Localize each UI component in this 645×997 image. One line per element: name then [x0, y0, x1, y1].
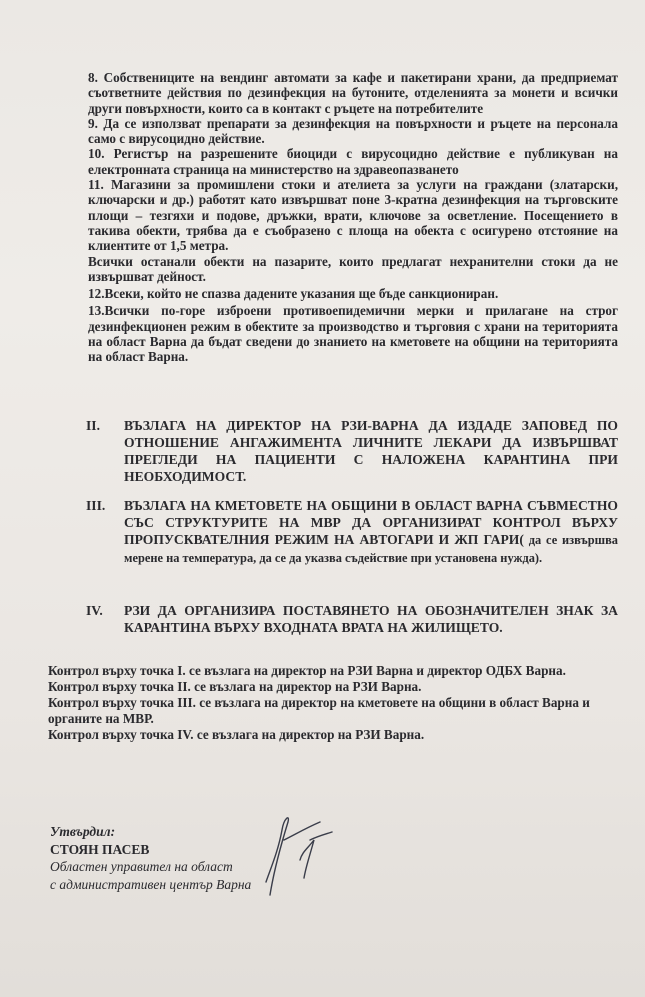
point-10: 10. Регистър на разрешените биоциди с вирусоцидно действие е публикуван на електронната страница на министерство на здравеопазването — [88, 146, 618, 177]
decision-ii — [78, 417, 618, 485]
control-line: Контрол върху точка IV. се възлага на директор на РЗИ Варна. — [48, 727, 425, 742]
control-line: Контрол върху точка I. се възлага на директор на РЗИ Варна и директор ОДБХ Варна. — [48, 663, 566, 678]
decision-iii — [78, 497, 618, 567]
control-line: Контрол върху точка II. се възлага на директор на РЗИ Варна. — [48, 679, 422, 694]
point-9: 9. Да се използват препарати за дезинфекция на повърхности и ръцете на персонала само с вирусоцидно действие. — [88, 115, 618, 147]
decision-text: ВЪЗЛАГА НА ДИРЕКТОР НА РЗИ-ВАРНА ДА ИЗДАДЕ ЗАПОВЕД ПО ОТНОШЕНИЕ АНГАЖИМЕНТА ЛИЧНИТЕ ЛЕКАРИ ДА ИЗВЪРШВАТ ПРЕГЛЕДИ НА ПАЦИЕНТИ С НАЛОЖЕНА КАРАНТИНА ПРИ НЕОБХОДИМОСТ. — [124, 418, 618, 484]
decision-number: IV. — [86, 603, 103, 618]
numbered-points — [88, 70, 618, 365]
point-11-note: Всички останали обекти на пазарите, които предлагат нехранителни стоки да не извършват дейност. — [88, 253, 618, 284]
signature-block — [50, 823, 251, 893]
point-8: 8. Собствениците на вендинг автомати за кафе и пакетирани храни, да предприемат съответните действия по дезинфекция на бутоните, отделенията за монети и всички други повърхности, които са в контакт с ръцете на потребителите — [88, 70, 618, 116]
decision-text: РЗИ ДА ОРГАНИЗИРА ПОСТАВЯНЕТО НА ОБОЗНАЧИТЕЛЕН ЗНАК ЗА КАРАНТИНА ВЪРХУ ВХОДНАТА ВРАТА НА ЖИЛИЩЕТО. — [124, 603, 618, 635]
decision-text — [124, 497, 618, 567]
decision-iv — [78, 602, 618, 636]
decision-note: да се извършва мерене на температура, да се да указва съдействие при установена нужда). — [124, 533, 618, 565]
decision-main: ВЪЗЛАГА НА КМЕТОВЕТЕ НА ОБЩИНИ В ОБЛАСТ ВАРНА СЪВМЕСТНО СЪС СТРУКТУРИТЕ НА МВР ДА ОРГАНИЗИРАТ КОНТРОЛ ВЪРХУ ПРОПУСКВАТЕЛНИЯ РЕЖИМ НА АВТОГАРИ И ЖП ГАРИ( — [124, 498, 618, 547]
point-11: 11. Магазини за промишлени стоки и ателиета за услуги на граждани (златарски, ключарски и др.) работят като извършват поне 3-кратна дезинфекция на търговските площи – тезгяхи и подове, дръжки, врати, ключове за осветление. Посещението в такива обекти, трябва да е съобразено с площа на обекта с осигурено отстояние на клиентите от 1,5 метра. — [88, 177, 618, 254]
control-line: Контрол върху точка III. се възлага на директор на кметовете на общини в област Варна и органите на МВР. — [48, 695, 590, 726]
control-section — [48, 663, 628, 743]
decision-number: II. — [86, 418, 100, 433]
signer-name: СТОЯН ПАСЕВ — [50, 841, 150, 857]
handwritten-signature — [240, 800, 350, 910]
decision-number: III. — [86, 498, 106, 513]
point-12: 12.Всеки, който не спазва дадените указания ще бъде санкциониран. — [88, 286, 499, 302]
signer-position: Областен управител на област — [50, 859, 233, 874]
signer-position: с административен център Варна — [50, 876, 252, 892]
approved-label: Утвърдил: — [50, 824, 116, 839]
point-13: 13.Всички по-горе изброени противоепидемични мерки и прилагане на строг дезинфекционен режим в обектите за производство и търговия с храни на територията на област Варна да бъдат сведени до знанието на кметовете на общини на територията на област Варна. — [88, 303, 618, 365]
